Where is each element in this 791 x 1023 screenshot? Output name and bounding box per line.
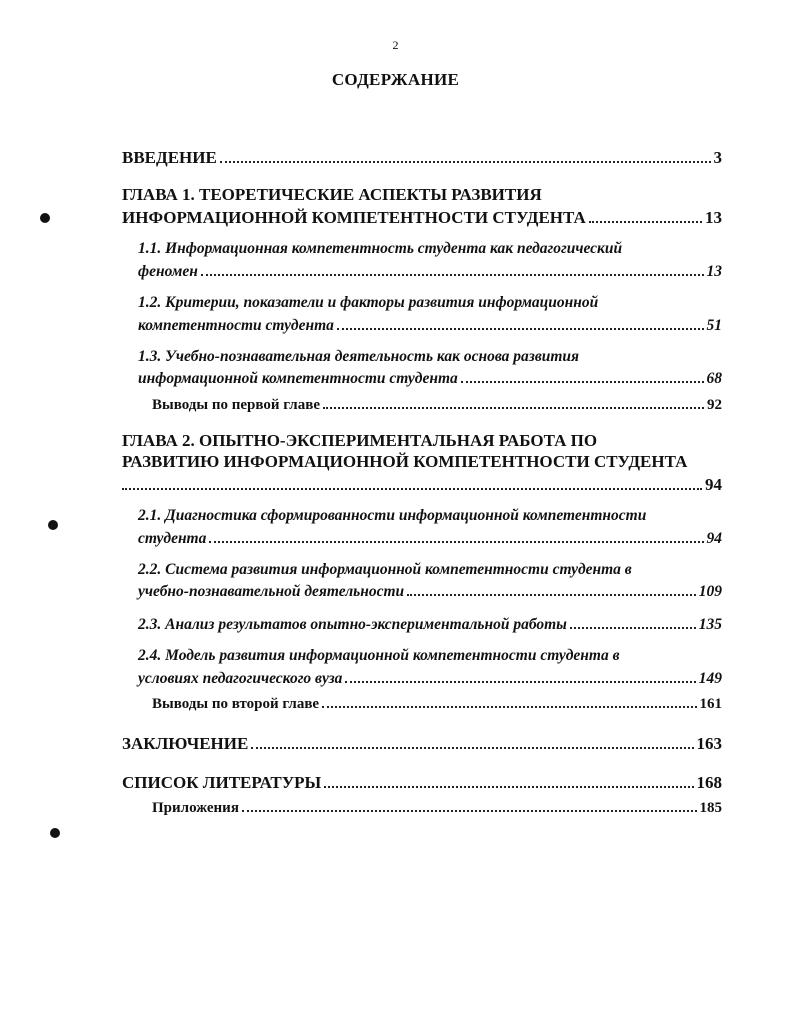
toc-1-1-page: 13 [706,263,722,280]
toc-chapter2-line2: РАЗВИТИЮ ИНФОРМАЦИОННОЙ КОМПЕТЕНТНОСТИ СТУДЕНТА [122,451,688,471]
dot-leader [407,580,696,597]
toc-entry-conclusion[interactable] [122,731,722,754]
dot-leader [324,770,693,788]
toc-conclusion-label: ЗАКЛЮЧЕНИЕ [122,734,249,754]
toc-entry-chapter2[interactable] [122,430,722,495]
toc-entry-conclusions-1[interactable] [122,392,722,415]
dot-leader [589,205,702,223]
toc-2-1-page: 94 [706,529,722,547]
page-title: СОДЕРЖАНИЕ [331,70,460,89]
toc-1-2-line2: компетентности студента [138,316,334,334]
toc-intro-label: ВВЕДЕНИЕ [122,148,217,168]
toc-2-3-label: 2.3. Анализ результатов опытно-экспериментальной работы [138,615,567,633]
dot-leader [323,392,704,408]
toc-1-3-line2: информационной компетентности студента [138,370,458,388]
dot-leader [461,367,704,384]
dot-leader [201,259,704,276]
toc-2-2-line2: учебно-познавательной деятельности [138,583,405,601]
dot-leader [345,666,695,683]
scan-mark-2 [48,520,58,530]
toc-entry-1-3[interactable] [122,346,722,390]
dot-leader [220,145,711,163]
dot-leader [570,612,696,629]
table-of-contents [122,145,722,819]
toc-1-3-page: 68 [706,370,722,388]
toc-2-2-page: 109 [698,583,722,601]
toc-entry-conclusions-2[interactable] [122,692,722,715]
toc-2-1-line1: 2.1. Диагностика сформированности информационной компетентности [138,506,647,524]
toc-conclusions-1-label: Выводы по первой главе [152,396,320,413]
dot-leader [209,526,703,543]
toc-2-4-page: 149 [698,669,722,687]
toc-references-label: СПИСОК ЛИТЕРАТУРЫ [122,773,322,793]
toc-2-4-line1: 2.4. Модель развития информационной компетентности студента в [138,646,620,664]
toc-entry-chapter1[interactable] [122,184,722,228]
toc-appendices-page: 185 [699,800,722,817]
toc-appendices-label: Приложения [152,800,239,817]
toc-1-1-line1: 1.1. Информационная компетентность студента как педагогический [138,240,623,258]
toc-entry-2-2[interactable] [122,559,722,603]
toc-chapter1-page: 13 [705,208,722,228]
toc-entry-intro[interactable] [122,145,722,168]
toc-2-1-line2: студента [138,529,207,547]
toc-chapter1-line2: ИНФОРМАЦИОННОЙ КОМПЕТЕНТНОСТИ СТУДЕНТА [122,208,586,228]
toc-entry-2-3[interactable] [122,612,722,635]
scan-mark-1 [40,213,50,223]
toc-1-2-line1: 1.2. Критерии, показатели и факторы развития информационной [138,294,599,311]
toc-2-2-line1: 2.2. Система развития информационной компетентности студента в [138,560,632,578]
toc-conclusions-2-page: 161 [699,695,722,712]
toc-1-2-page: 51 [706,316,722,334]
dot-leader [337,313,704,330]
toc-intro-page: 3 [713,148,722,168]
toc-chapter2-page: 94 [705,474,722,494]
toc-chapter2-line1: ГЛАВА 2. ОПЫТНО-ЭКСПЕРИМЕНТАЛЬНАЯ РАБОТА ПО [122,430,598,450]
toc-conclusion-page: 163 [696,734,722,754]
toc-entry-1-2[interactable] [122,292,722,336]
toc-entry-appendices[interactable] [122,796,722,819]
toc-conclusions-2-label: Выводы по второй главе [152,695,320,712]
toc-2-3-page: 135 [698,615,722,633]
page-number: 2 [392,38,399,52]
toc-entry-2-1[interactable] [122,505,722,549]
toc-conclusions-1-page: 92 [707,396,722,413]
toc-chapter1-line1: ГЛАВА 1. ТЕОРЕТИЧЕСКИЕ АСПЕКТЫ РАЗВИТИЯ [122,185,542,205]
dot-leader [122,472,702,490]
dot-leader [322,692,696,708]
toc-1-1-line2: феномен [138,263,198,280]
toc-references-page: 168 [696,773,722,793]
toc-entry-references[interactable] [122,770,722,793]
toc-1-3-line1: 1.3. Учебно-познавательная деятельность как основа развития [138,347,580,365]
dot-leader [251,731,693,749]
scan-mark-3 [50,828,60,838]
toc-entry-2-4[interactable] [122,645,722,689]
toc-entry-1-1[interactable] [122,238,722,282]
dot-leader [242,796,697,812]
toc-2-4-line2: условиях педагогического вуза [138,669,343,687]
